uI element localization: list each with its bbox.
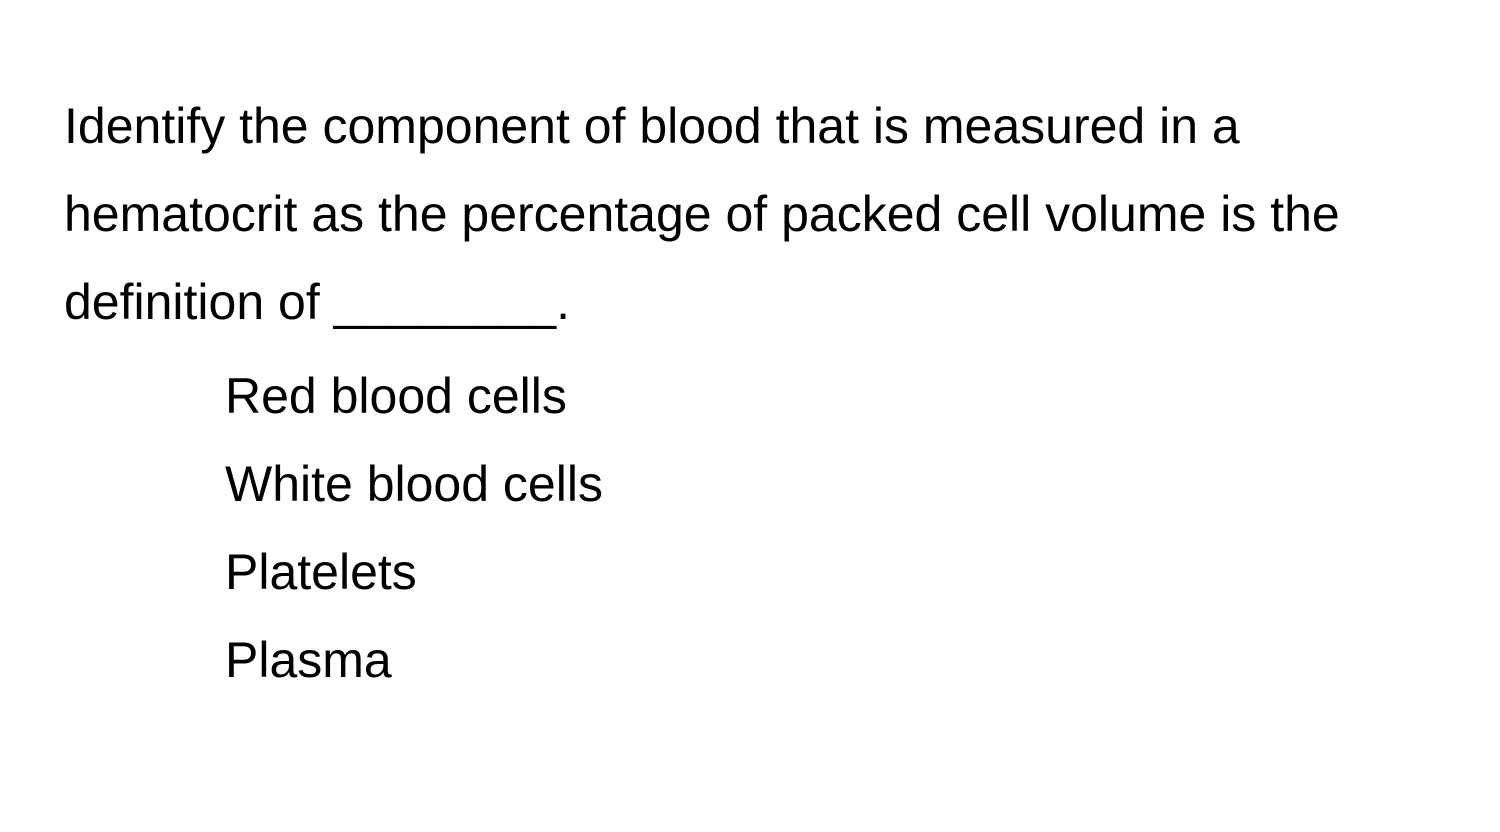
answer-option-red-blood-cells[interactable]: Red blood cells: [225, 368, 567, 424]
answer-option-plasma[interactable]: Plasma: [225, 632, 392, 688]
answer-option-platelets[interactable]: Platelets: [225, 544, 417, 600]
answer-options: [225, 352, 603, 704]
question-text: Identify the component of blood that is measured in a hematocrit as the percentage of packed cell volume is the definition of ________.: [64, 98, 1340, 330]
answer-option-white-blood-cells[interactable]: White blood cells: [225, 456, 603, 512]
